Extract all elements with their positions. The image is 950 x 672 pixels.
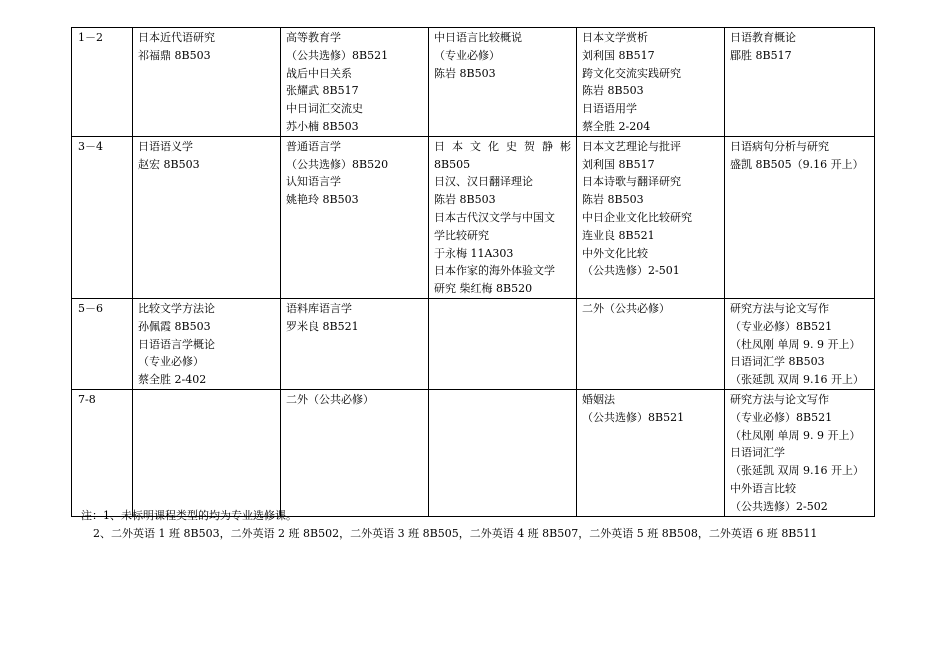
period-cell [72,136,133,298]
course-line: 罗米良 8B521 [286,319,359,333]
period-cell [72,298,133,389]
course-line: 日语语言学概论 [138,337,215,351]
course-line: 陈岩 8B503 [582,193,644,207]
course-line: 日语病句分析与研究 [730,139,829,153]
course-line: 蔡全胜 2-204 [582,119,651,133]
course-line: 蔡全胜 2-402 [138,373,207,387]
course-line: （专业必修） [434,48,500,62]
course-cell [133,389,281,516]
course-cell [429,389,577,516]
course-line: 刘利国 8B517 [582,48,655,62]
course-line: 日语教育概论 [730,31,796,44]
course-line: 陈岩 8B503 [582,84,644,98]
course-cell [725,136,875,298]
course-line: 学比较研究 [434,228,489,242]
course-line: 日语词汇学 [730,446,785,460]
period-cell [72,389,133,516]
course-cell [725,298,875,389]
course-line: 陈岩 8B503 [434,66,496,80]
schedule-row [72,389,875,516]
course-line: （公共选修）2-502 [730,499,828,513]
course-line: 姚艳玲 8B503 [286,193,359,207]
course-cell [577,389,725,516]
course-line: 日语语用学 [582,102,637,116]
course-cell [577,28,725,137]
note-2: 2、二外英语 1 班 8B503，二外英语 2 班 8B502，二外英语 3 班 8B505，二外英语 4 班 8B507，二外英语 5 班 8B508，二外英语 6 班 8B511 [93,527,818,540]
course-line: 高等教育学 [286,31,341,44]
course-line: 刘利国 8B517 [582,157,655,171]
course-line: 比较文学方法论 [138,301,215,315]
course-cell [429,136,577,298]
course-cell [577,298,725,389]
course-line: 研究方法与论文写作 [730,392,829,406]
course-cell [577,136,725,298]
course-line: （张延凯 双周 9.16 开上） [730,464,864,478]
period-label: 5－6 [78,301,103,315]
course-line: 中日词汇交流史 [286,102,363,116]
course-schedule-table [71,27,875,517]
course-line: 日 本 文 化 史 贺 静 彬 [434,139,571,153]
course-line: 二外（公共必修） [286,392,374,406]
course-cell [133,298,281,389]
course-line: 战后中日关系 [286,66,352,80]
course-line: （公共选修）2-501 [582,264,680,278]
course-line: 日本作家的海外体验文学 [434,264,555,278]
period-label: 7-8 [78,392,96,406]
course-line: 苏小楠 8B503 [286,119,359,133]
course-line: 日本诗歌与翻译研究 [582,175,681,189]
schedule-row [72,298,875,389]
course-line: 于永梅 11A303 [434,246,514,260]
course-line: 中日企业文化比较研究 [582,210,692,224]
course-line: 陈岩 8B503 [434,193,496,207]
course-line: （专业必修） [138,355,204,369]
notes [81,507,817,543]
course-line: （杜凤刚 单周 9. 9 开上） [730,428,861,442]
course-line: 日本近代语研究 [138,31,215,44]
course-line: 孙佩霞 8B503 [138,319,211,333]
course-line: 日本文艺理论与批评 [582,139,681,153]
course-line: 日本古代汉文学与中国文 [434,210,555,224]
course-line: 日汉、汉日翻译理论 [434,175,533,189]
course-line: 普通语言学 [286,139,341,153]
period-label: 1－2 [78,31,103,44]
course-line: 中外语言比较 [730,481,796,495]
course-line: 跨文化交流实践研究 [582,66,681,80]
course-line: 赵宏 8B503 [138,157,200,171]
course-line: （专业必修）8B521 [730,319,833,333]
course-cell [281,28,429,137]
course-line: 研究方法与论文写作 [730,301,829,315]
course-cell [281,389,429,516]
course-cell [429,298,577,389]
course-cell [133,136,281,298]
course-line: 张耀武 8B517 [286,84,359,98]
schedule-row [72,28,875,137]
course-line: 研究 柴红梅 8B520 [434,282,533,296]
course-line: 盛凯 8B505（9.16 开上） [730,157,864,171]
course-line: 祁福鼎 8B503 [138,48,211,62]
course-line: 中外文化比较 [582,246,648,260]
course-line: 8B505 [434,157,471,171]
course-line: 日本文学赏析 [582,31,648,44]
course-line: 连业良 8B521 [582,228,655,242]
course-cell [281,136,429,298]
course-line: （专业必修）8B521 [730,410,833,424]
course-line: （杜凤刚 单周 9. 9 开上） [730,337,861,351]
course-line: 郿胜 8B517 [730,48,792,62]
course-cell [725,28,875,137]
course-line: （公共选修）8B521 [582,410,685,424]
course-line: （公共选修）8B521 [286,48,389,62]
course-cell [133,28,281,137]
course-line: 日语词汇学 8B503 [730,355,825,369]
course-line: 二外（公共必修） [582,301,670,315]
course-cell [429,28,577,137]
course-line: 婚姻法 [582,392,615,406]
note-1: 注：1、未标明课程类型的均为专业选修课。 [81,509,297,522]
period-cell [72,28,133,137]
course-cell [725,389,875,516]
schedule-row [72,136,875,298]
course-line: 语料库语言学 [286,301,352,315]
course-line: （公共选修）8B520 [286,157,389,171]
course-line: （张延凯 双周 9.16 开上） [730,373,864,387]
course-line: 日语语义学 [138,139,193,153]
schedule-body [72,28,875,517]
period-label: 3－4 [78,139,103,153]
course-line: 中日语言比较概说 [434,31,522,44]
course-cell [281,298,429,389]
course-line: 认知语言学 [286,175,341,189]
